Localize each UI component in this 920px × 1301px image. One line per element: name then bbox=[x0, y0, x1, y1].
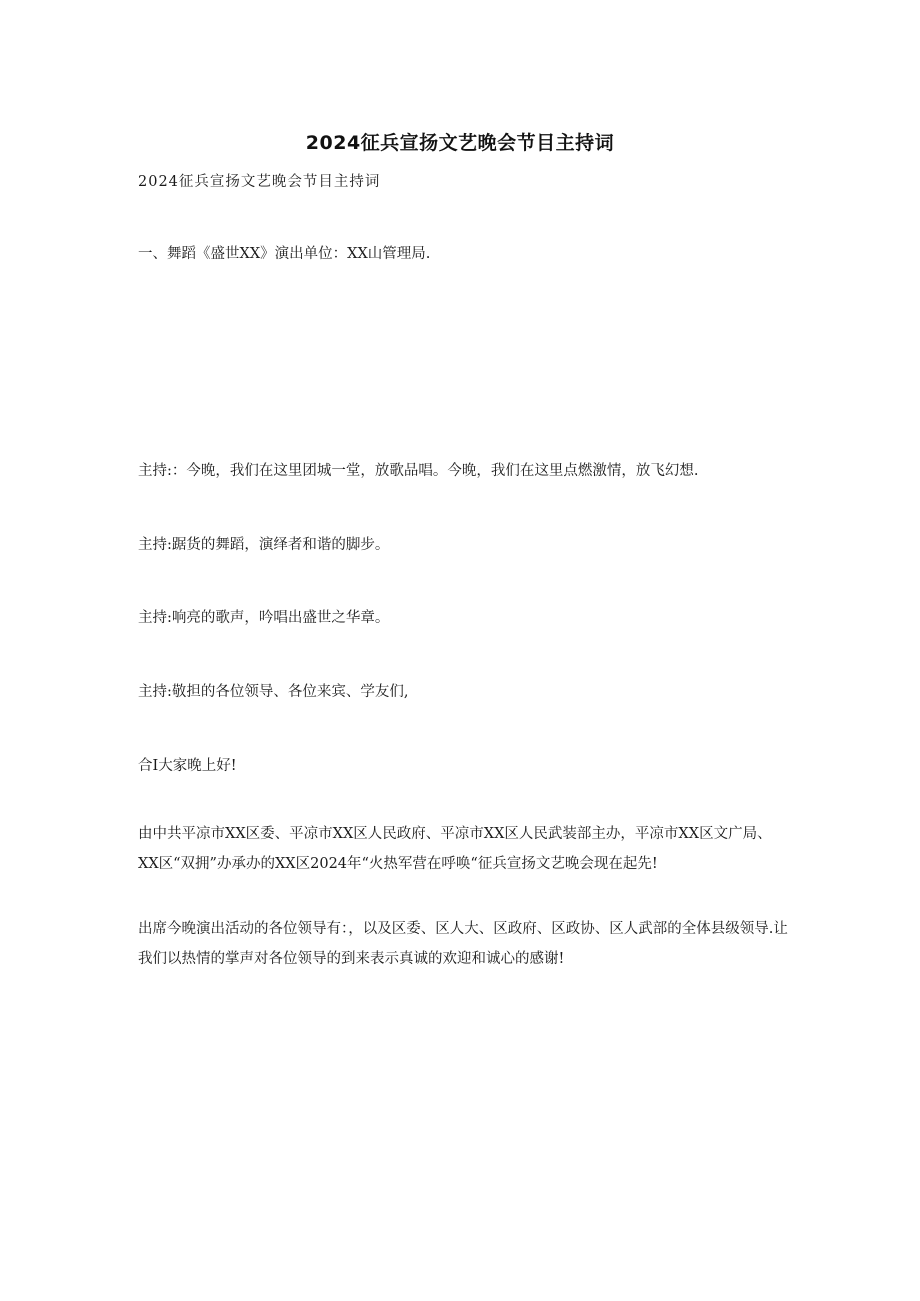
together-greeting: 合I大家晚上好! bbox=[138, 758, 237, 774]
document-subtitle: 2024征兵宣扬文艺晚会节目主持词 bbox=[138, 174, 381, 190]
host-line-4: 主持:敬担的各位领导、各位来宾、学友们, bbox=[138, 684, 409, 700]
document-title: 2024征兵宣扬文艺晚会节目主持词 bbox=[305, 132, 615, 154]
guests-paragraph: 出席今晚演出活动的各位领导有：，以及区委、区人大、区政府、区政协、区人武部的全体县级领导.让我们以热情的掌声对各位领导的到来表示真诚的欢迎和诚心的感谢! bbox=[138, 921, 788, 967]
host-line-1: 主持:：今晚，我们在这里团城一堂，放歌品唱。今晚，我们在这里点燃激情，放飞幻想. bbox=[138, 463, 699, 479]
opening-paragraph: 由中共平凉市XX区委、平凉市XX区人民政府、平凉市XX区人民武装部主办，平凉市XX区文广局、XX区“双拥”办承办的XX区2024年“火热军营在呼唤“征兵宣扬文艺晚会现在起先! bbox=[138, 826, 772, 872]
host-line-2: 主持:踞货的舞蹈，演绎者和谐的脚步。 bbox=[138, 537, 390, 553]
program-item-1: 一、舞蹈《盛世XX》演出单位：XX山管理局. bbox=[138, 246, 431, 262]
host-line-3: 主持:响亮的歌声，吟唱出盛世之华章。 bbox=[138, 610, 390, 626]
